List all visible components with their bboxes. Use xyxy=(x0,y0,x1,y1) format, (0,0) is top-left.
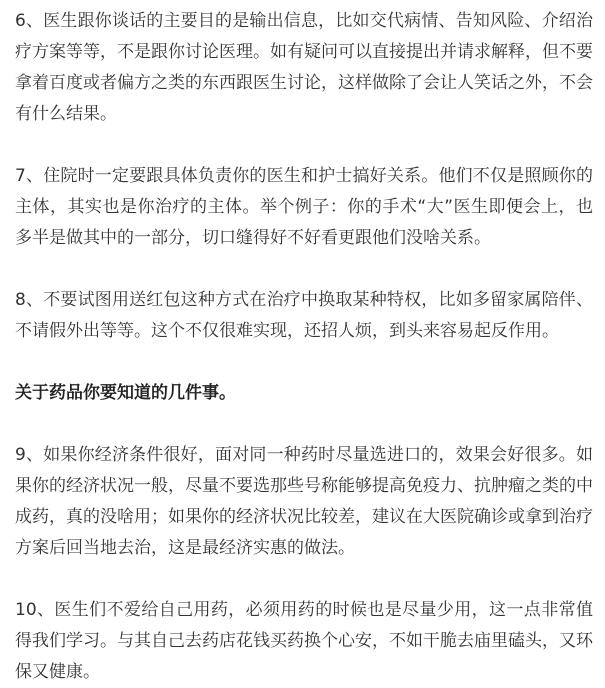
paragraph-item-10: 10、医生们不爱给自己用药，必须用药的时候也是尽量少用，这一点非常值得我们学习。与其自己去药店花钱买药换个心安，不如干脆去庙里磕头，又环保又健康。 xyxy=(15,600,593,682)
paragraph-item-6: 6、医生跟你谈话的主要目的是输出信息，比如交代病情、告知风险、介绍治疗方案等等，不是跟你讨论医理。如有疑问可以直接提出并请求解释，但不要拿着百度或者偏方之类的东西跟医生讨论，这样做除了会让人笑话之外，不会有什么结果。 xyxy=(15,11,593,124)
paragraph-item-9: 9、如果你经济条件很好，面对同一种药时尽量选进口的，效果会好很多。如果你的经济状况一般，尽量不要选那些号称能够提高免疫力、抗肿瘤之类的中成药，真的没啥用；如果你的经济状况比较差，建议在大医院确诊或拿到治疗方案后回当地去治，这是最经济实惠的做法。 xyxy=(15,445,593,558)
paragraph-item-7: 7、住院时一定要跟具体负责你的医生和护士搞好关系。他们不仅是照顾你的主体，其实也是你治疗的主体。举个例子：你的手术“大”医生即便会上，也多半是做其中的一部分，切口缝得好不好看更跟他们没啥关系。 xyxy=(15,166,593,248)
section-heading: 关于药品你要知道的几件事。 xyxy=(15,383,236,403)
paragraph-item-8: 8、不要试图用送红包这种方式在治疗中换取某种特权，比如多留家属陪伴、不请假外出等等。这个不仅很难实现，还招人烦，到头来容易起反作用。 xyxy=(15,290,593,341)
